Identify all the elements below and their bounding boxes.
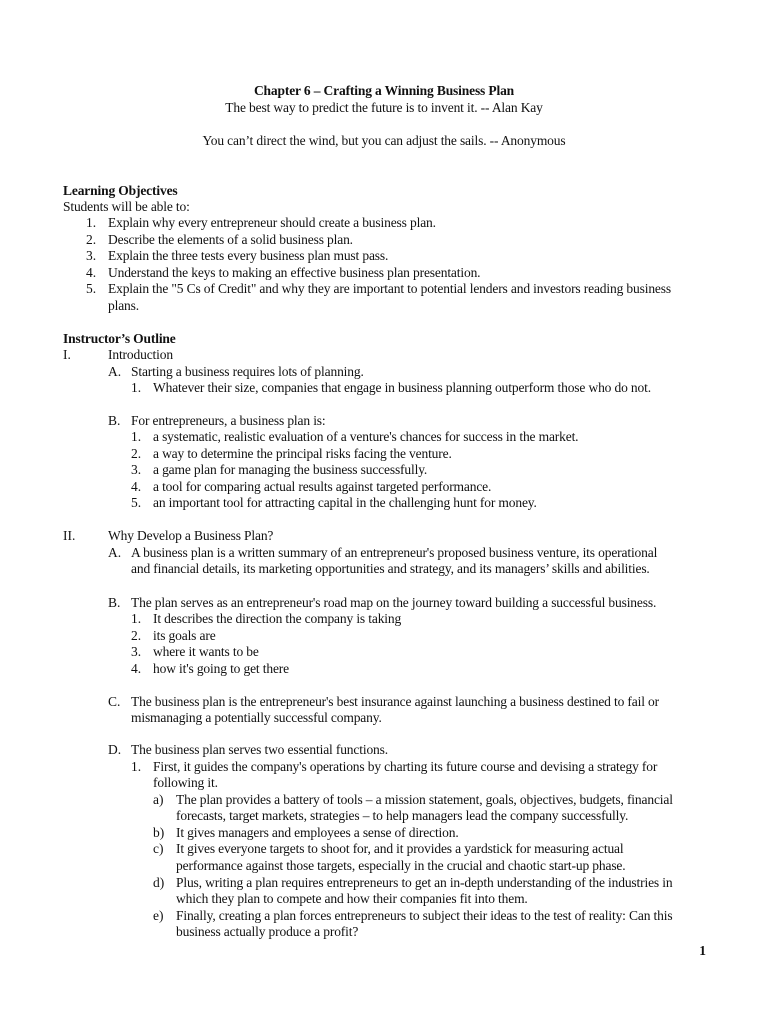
point-text-continued: mismanaging a potentially successful company. xyxy=(131,710,382,725)
point-text-continued: and financial details, its marketing opportunities and strategy, and its managers’ skills and abilities. xyxy=(131,561,650,576)
sub-number: 2. xyxy=(131,446,142,461)
sub-text: how it's going to get there xyxy=(153,661,289,676)
sub-number: 3. xyxy=(131,462,142,477)
list-item-number: 5. xyxy=(86,281,97,296)
list-item-text: Understand the keys to making an effective business plan presentation. xyxy=(108,265,481,280)
list-item-text: Describe the elements of a solid business plan. xyxy=(108,232,353,247)
list-item-number: 2. xyxy=(86,232,97,247)
point-text: For entrepreneurs, a business plan is: xyxy=(131,413,326,428)
subsub-letter: e) xyxy=(153,908,164,923)
sub-text: a game plan for managing the business successfully. xyxy=(153,462,428,477)
point-text: The business plan is the entrepreneur's best insurance against launching a business destined to fail or xyxy=(131,694,659,709)
sub-number: 4. xyxy=(131,479,142,494)
point-letter: B. xyxy=(108,413,121,428)
sub-text: an important tool for attracting capital in the challenging hunt for money. xyxy=(153,495,537,510)
subsub-text: It gives managers and employees a sense of direction. xyxy=(176,825,459,840)
subsub-text-continued: performance against those targets, especially in the crucial and chaotic start-up phase. xyxy=(176,858,626,873)
subsub-letter: d) xyxy=(153,875,165,890)
sub-number: 5. xyxy=(131,495,142,510)
section-title: Why Develop a Business Plan? xyxy=(108,528,274,543)
sub-text: where it wants to be xyxy=(153,644,259,659)
sub-text: its goals are xyxy=(153,628,216,643)
sub-number: 2. xyxy=(131,628,142,643)
subsub-letter: c) xyxy=(153,841,164,856)
page-number: 1 xyxy=(699,943,706,958)
instructors-outline-heading: Instructor’s Outline xyxy=(63,331,176,346)
list-item-number: 4. xyxy=(86,265,97,280)
point-letter: D. xyxy=(108,742,122,757)
sub-text: It describes the direction the company is taking xyxy=(153,611,402,626)
list-item-text: Explain the three tests every business plan must pass. xyxy=(108,248,389,263)
section-title: Introduction xyxy=(108,347,173,362)
list-item-text: Explain the "5 Cs of Credit" and why they are important to potential lenders and investors reading business xyxy=(108,281,671,296)
point-letter: B. xyxy=(108,595,121,610)
point-text: The business plan serves two essential functions. xyxy=(131,742,388,757)
objectives-intro: Students will be able to: xyxy=(63,199,190,214)
sub-text: First, it guides the company's operations by charting its future course and devising a strategy for xyxy=(153,759,658,774)
point-text: The plan serves as an entrepreneur's road map on the journey toward building a successful business. xyxy=(131,595,657,610)
list-item-number: 3. xyxy=(86,248,97,263)
point-letter: A. xyxy=(108,364,122,379)
sub-text: a tool for comparing actual results against targeted performance. xyxy=(153,479,492,494)
sub-number: 1. xyxy=(131,429,142,444)
sub-text-continued: following it. xyxy=(153,775,218,790)
list-item-text: Explain why every entrepreneur should create a business plan. xyxy=(108,215,436,230)
subsub-text-continued: which they plan to compete and how their companies fit into them. xyxy=(176,891,528,906)
point-letter: A. xyxy=(108,545,122,560)
subsub-text: It gives everyone targets to shoot for, and it provides a yardstick for measuring actual xyxy=(176,841,624,856)
point-text: A business plan is a written summary of an entrepreneur's proposed business venture, its operational xyxy=(131,545,658,560)
sub-number: 4. xyxy=(131,661,142,676)
point-text: Starting a business requires lots of planning. xyxy=(131,364,364,379)
sub-text: a systematic, realistic evaluation of a venture's chances for success in the market. xyxy=(153,429,579,444)
subsub-text-continued: business actually produce a profit? xyxy=(176,924,359,939)
subsub-text-continued: forecasts, target markets, strategies – to help managers lead the company successfully. xyxy=(176,808,629,823)
sub-text: a way to determine the principal risks facing the venture. xyxy=(153,446,452,461)
point-letter: C. xyxy=(108,694,121,709)
quote-anonymous: You can’t direct the wind, but you can adjust the sails. -- Anonymous xyxy=(202,133,566,148)
list-item-text-continued: plans. xyxy=(108,298,139,313)
subsub-text: The plan provides a battery of tools – a mission statement, goals, objectives, budgets, financial xyxy=(176,792,673,807)
section-numeral: I. xyxy=(63,347,71,362)
sub-number: 1. xyxy=(131,611,142,626)
quote-alan-kay: The best way to predict the future is to invent it. -- Alan Kay xyxy=(225,100,543,115)
list-item-number: 1. xyxy=(86,215,97,230)
subsub-letter: b) xyxy=(153,825,165,840)
learning-objectives-heading: Learning Objectives xyxy=(63,183,178,198)
sub-number: 1. xyxy=(131,380,142,395)
subsub-letter: a) xyxy=(153,792,164,807)
sub-number: 3. xyxy=(131,644,142,659)
sub-text: Whatever their size, companies that engage in business planning outperform those who do not. xyxy=(153,380,651,395)
section-numeral: II. xyxy=(63,528,76,543)
subsub-text: Finally, creating a plan forces entrepreneurs to subject their ideas to the test of reality: Can this xyxy=(176,908,673,923)
chapter-title: Chapter 6 – Crafting a Winning Business Plan xyxy=(253,83,515,98)
sub-number: 1. xyxy=(131,759,142,774)
subsub-text: Plus, writing a plan requires entrepreneurs to get an in-depth understanding of the industries in xyxy=(176,875,673,890)
